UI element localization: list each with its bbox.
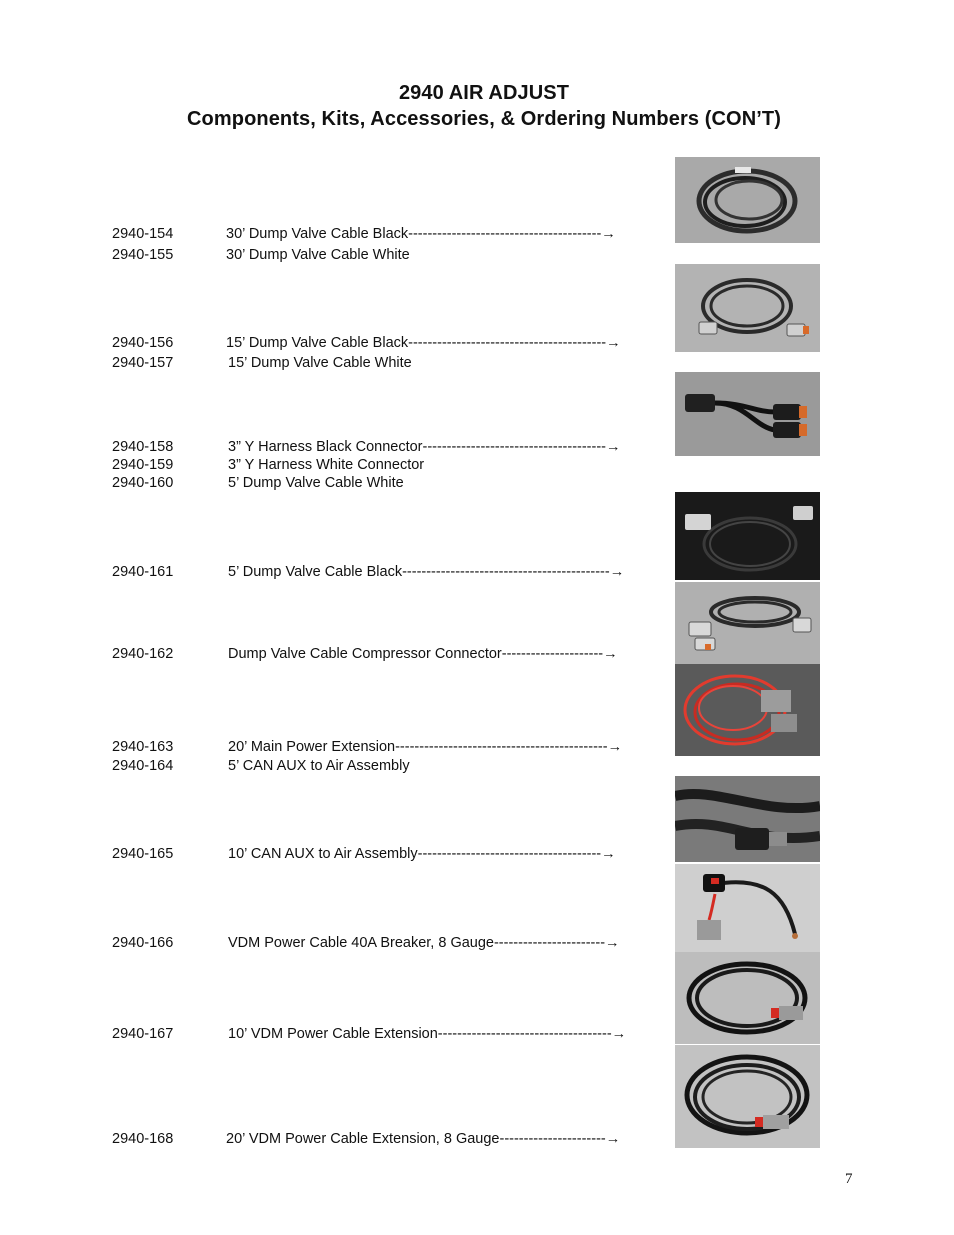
- part-description: 30’ Dump Valve Cable White: [226, 247, 410, 263]
- part-description: 3” Y Harness White Connector: [228, 457, 425, 473]
- part-number: 2940-165: [112, 846, 174, 862]
- part-description: Dump Valve Cable Compressor Connector---------------------→: [228, 646, 618, 662]
- part-number: 2940-167: [112, 1026, 174, 1042]
- vdm-power-cable-photo: [675, 864, 820, 952]
- y-harness-photo: [675, 372, 820, 456]
- part-description: 20’ Main Power Extension--------------------------------------------→: [228, 739, 623, 755]
- part-description: 20’ VDM Power Cable Extension, 8 Gauge----------------------→: [226, 1131, 621, 1147]
- part-number: 2940-168: [112, 1131, 174, 1147]
- can-aux-cable-photo: [675, 776, 820, 862]
- part-number: 2940-163: [112, 739, 174, 755]
- part-description: 15’ Dump Valve Cable Black-----------------------------------------→: [226, 335, 621, 351]
- part-number: 2940-164: [112, 758, 174, 774]
- cable-coil-photo: [675, 157, 820, 243]
- part-number: 2940-162: [112, 646, 174, 662]
- part-number: 2940-156: [112, 335, 174, 351]
- part-number: 2940-166: [112, 935, 174, 951]
- part-number: 2940-159: [112, 457, 174, 473]
- part-description: 10’ CAN AUX to Air Assembly--------------------------------------→: [228, 846, 616, 862]
- compressor-connector-cable-photo: [675, 582, 820, 664]
- part-description: 10’ VDM Power Cable Extension------------------------------------→: [228, 1026, 627, 1042]
- part-description: 30’ Dump Valve Cable Black----------------------------------------→: [226, 226, 616, 242]
- part-description: 15’ Dump Valve Cable White: [228, 355, 412, 371]
- part-description: 5’ CAN AUX to Air Assembly: [228, 758, 410, 774]
- part-number: 2940-154: [112, 226, 174, 242]
- cable-coil-photo: [675, 492, 820, 580]
- part-description: 5’ Dump Valve Cable Black-------------------------------------------→: [228, 564, 625, 580]
- vdm-extension-cable-photo: [675, 1045, 820, 1148]
- part-number: 2940-157: [112, 355, 174, 371]
- part-number: 2940-155: [112, 247, 174, 263]
- part-number: 2940-158: [112, 439, 174, 455]
- part-description: 3” Y Harness Black Connector--------------------------------------→: [228, 439, 621, 455]
- power-extension-photo: [675, 664, 820, 756]
- part-number: 2940-160: [112, 475, 174, 491]
- cable-coil-photo: [675, 264, 820, 352]
- vdm-extension-cable-photo: [675, 952, 820, 1044]
- part-number: 2940-161: [112, 564, 174, 580]
- page-number: 7: [845, 1171, 853, 1187]
- page-subtitle: Components, Kits, Accessories, & Ordering Numbers (CON’T): [187, 108, 781, 130]
- page-title: 2940 AIR ADJUST: [398, 82, 570, 104]
- part-description: 5’ Dump Valve Cable White: [228, 475, 404, 491]
- part-description: VDM Power Cable 40A Breaker, 8 Gauge-----------------------→: [228, 935, 620, 951]
